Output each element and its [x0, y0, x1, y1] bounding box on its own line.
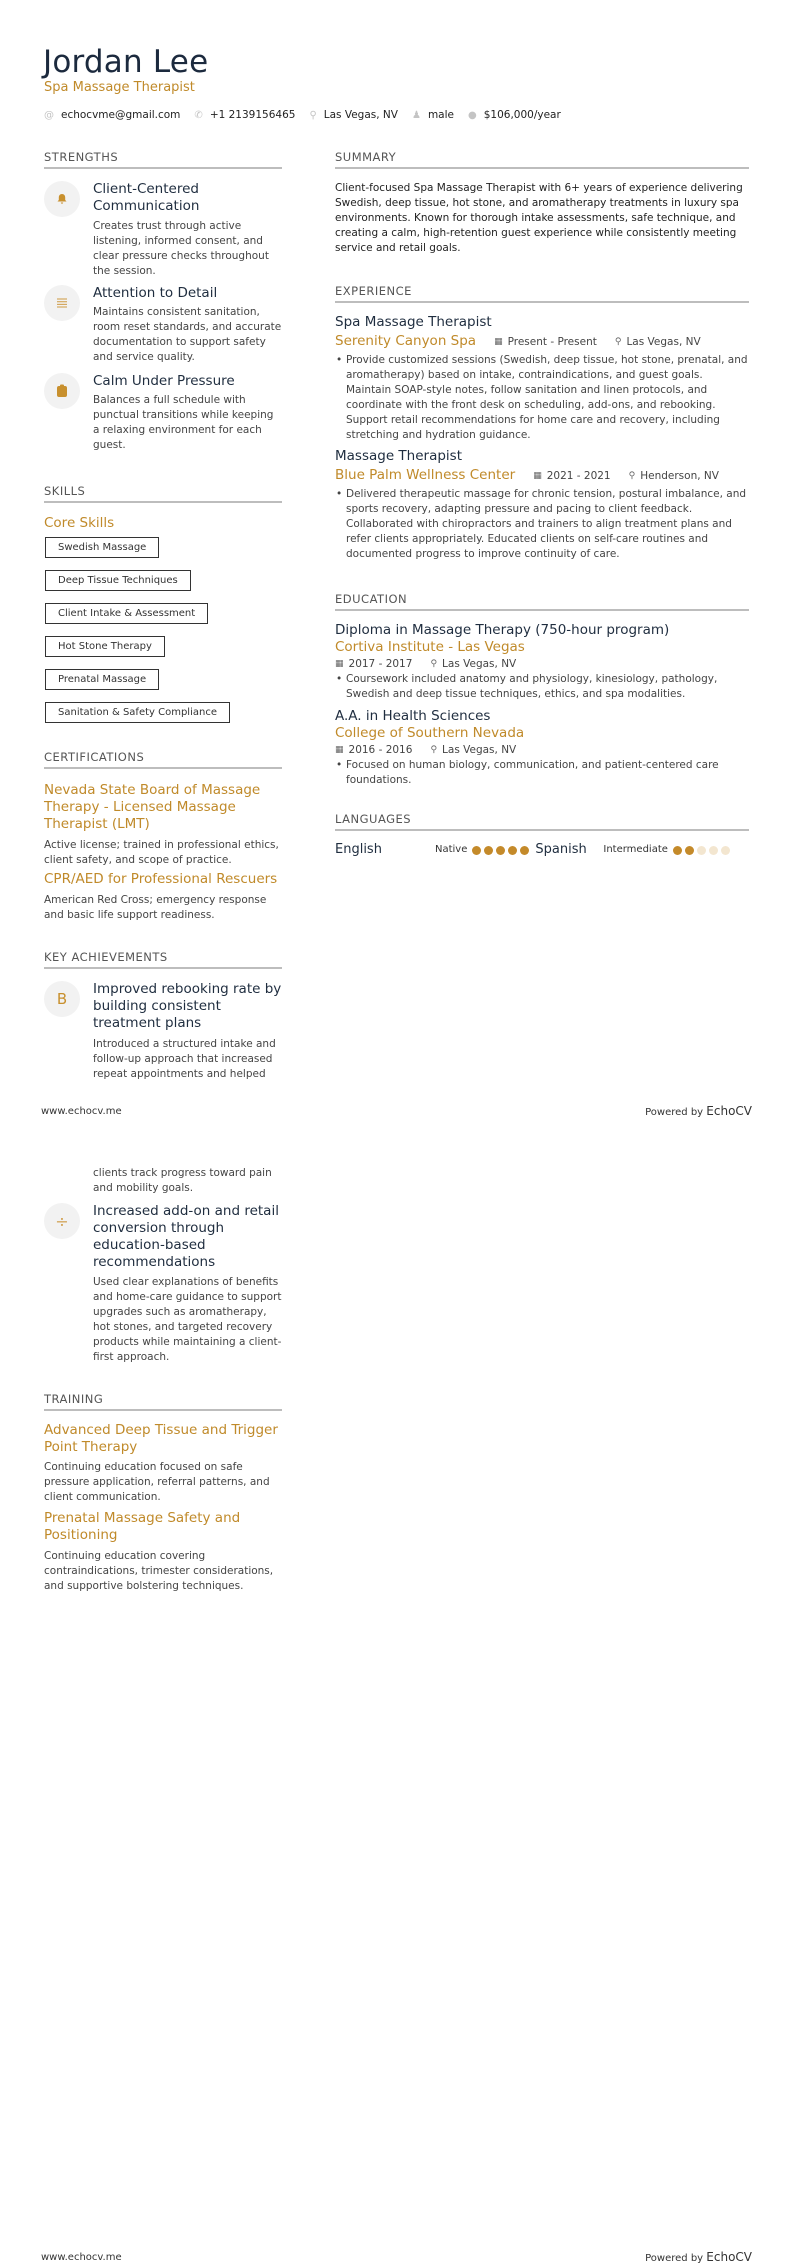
skill-group-title: Core Skills [44, 515, 115, 531]
language-name: English [335, 842, 382, 857]
skill-tag: Hot Stone Therapy [45, 636, 165, 657]
strengths-heading: STRENGTHS [44, 150, 282, 169]
contact-email[interactable]: @ echocvme@gmail.com [44, 109, 181, 121]
certifications-heading: CERTIFICATIONS [44, 750, 282, 769]
footer-site-link-2[interactable]: www.echocv.me [41, 2252, 122, 2263]
education-item: A.A. in Health Sciences College of Southern Nevada ▦ 2016 - 2016 ⚲ Las Vegas, NV • Focused on human biology, communication, and patient-centered care foundations. [335, 708, 749, 788]
certification-title: Nevada State Board of Massage Therapy - Licensed Massage Therapist (LMT) [44, 782, 261, 832]
brand-logo: EchoCV [706, 1104, 752, 1118]
certification-desc: American Red Cross; emergency response and basic life support readiness. [44, 894, 267, 921]
calendar-icon: ▦ [494, 336, 503, 347]
location-pin-icon: ⚲ [309, 109, 317, 121]
achievements-heading: KEY ACHIEVEMENTS [44, 950, 282, 969]
contact-phone[interactable]: ✆ +1 2139156465 [194, 109, 296, 121]
calendar-icon: ▦ [533, 470, 542, 481]
language-level: Native [435, 844, 468, 855]
contact-bar [44, 109, 575, 121]
footer-powered-by-2[interactable]: Powered by EchoCV [645, 2250, 752, 2264]
brand-logo: EchoCV [706, 2250, 752, 2264]
calendar-icon: ▦ [335, 745, 344, 755]
education-heading: EDUCATION [335, 592, 749, 611]
clipboard-icon [44, 373, 80, 409]
certification-title: CPR/AED for Professional Rescuers [44, 871, 278, 887]
calendar-icon: ▦ [335, 659, 344, 669]
location-pin-icon: ⚲ [430, 659, 438, 669]
phone-icon: ✆ [194, 109, 203, 121]
education-item: Diploma in Massage Therapy (750-hour program) Cortiva Institute - Las Vegas ▦ 2017 - 2017 ⚲ Las Vegas, NV • Coursework included anatomy and physiology, kinesiology, pathology, Swedish and deep tissue techniques, ethics, and spa modalities. [335, 622, 749, 702]
job-bullet: • Delivered therapeutic massage for chronic tension, postural imbalance, and sports recovery, adapting pressure and pacing to client feedback. Collaborated with chiropractors and trainers to align treatment plans and refer clients appropriately. Educated clients on self-care routines and documented progress to improve continuity of care. [335, 487, 749, 562]
candidate-name: Jordan Lee [43, 44, 209, 80]
education-bullet: • Focused on human biology, communication, and patient-centered care foundations. [335, 758, 749, 788]
training-title: Advanced Deep Tissue and Trigger Point Therapy [44, 1422, 278, 1455]
degree: Diploma in Massage Therapy (750-hour program) [335, 622, 670, 638]
location-pin-icon: ⚲ [430, 745, 438, 755]
languages-heading: LANGUAGES [335, 812, 749, 831]
education-bullet: • Coursework included anatomy and physiology, kinesiology, pathology, Swedish and deep tissue techniques, ethics, and spa modalities. [335, 672, 749, 702]
skill-tag: Deep Tissue Techniques [45, 570, 191, 591]
bell-icon [44, 181, 80, 217]
list-icon [44, 285, 80, 321]
contact-salary: ● $106,000/year [467, 109, 561, 121]
experience-item: Massage Therapist Blue Palm Wellness Center ▦ 2021 - 2021 ⚲ Henderson, NV • Delivered therapeutic massage for chronic tension, postural imbalance, and sports recovery, adapting pressure and pacing to client feedback. Collaborated with chiropractors and trainers to align treatment plans and refer clients appropriately. Educated clients on self-care routines and documented progress to improve continuity of care. [335, 448, 749, 562]
skill-tag: Swedish Massage [45, 537, 159, 558]
language-rating [670, 840, 730, 859]
language-name: Spanish [535, 842, 587, 857]
at-icon: @ [44, 109, 54, 121]
skill-tag: Sanitation & Safety Compliance [45, 702, 230, 723]
summary-heading: SUMMARY [335, 150, 749, 169]
company-name: Serenity Canyon Spa [335, 333, 477, 349]
location-pin-icon: ⚲ [628, 470, 636, 481]
language-rating [469, 840, 529, 859]
training-heading: TRAINING [44, 1392, 282, 1411]
experience-heading: EXPERIENCE [335, 284, 749, 303]
candidate-role: Spa Massage Therapist [44, 80, 195, 95]
person-icon: ♟ [411, 109, 421, 121]
school-name: Cortiva Institute - Las Vegas [335, 639, 525, 655]
certification-desc: Active license; trained in professional ethics, client safety, and scope of practice. [44, 839, 279, 866]
languages-row [335, 840, 749, 859]
job-title: Massage Therapist [335, 448, 463, 464]
divide-icon: ÷ [44, 1203, 80, 1239]
training-desc: Continuing education covering contraindications, trimester considerations, and supportive bolstering techniques. [44, 1550, 274, 1592]
training-title: Prenatal Massage Safety and Positioning [44, 1510, 241, 1543]
contact-location: ⚲ Las Vegas, NV [309, 109, 398, 121]
skills-heading: SKILLS [44, 484, 282, 503]
location-pin-icon: ⚲ [614, 336, 622, 347]
salary-icon: ● [467, 109, 477, 121]
footer-site-link[interactable]: www.echocv.me [41, 1106, 122, 1117]
skill-tag: Client Intake & Assessment [45, 603, 208, 624]
school-name: College of Southern Nevada [335, 725, 525, 741]
job-bullet: • Provide customized sessions (Swedish, deep tissue, hot stone, prenatal, and aromatherapy) based on intake, contraindications, and guest goals. Maintain SOAP-style notes, follow sanitation and linen protocols, and coordinate with the front desk on scheduling, add-ons, and rebooking. Support retail recommendations for home care and recovery, including stretching and hydration guidance. [335, 353, 749, 443]
summary-text: Client-focused Spa Massage Therapist with 6+ years of experience delivering Swedish, deep tissue, hot stone, and aromatherapy treatments in luxury spa environments. Known for thorough intake assessments, safe technique, and creating a calm, high-retention guest experience while consistently meeting service and retail goals. [335, 182, 743, 254]
contact-gender: ♟ male [411, 109, 454, 121]
degree: A.A. in Health Sciences [335, 708, 491, 724]
training-desc: Continuing education focused on safe pressure application, referral patterns, and client communication. [44, 1461, 270, 1503]
skill-tag: Prenatal Massage [45, 669, 159, 690]
footer-powered-by[interactable]: Powered by EchoCV [645, 1104, 752, 1118]
language-level: Intermediate [603, 844, 668, 855]
letter-b-icon: B [44, 981, 80, 1017]
job-title: Spa Massage Therapist [335, 314, 492, 330]
company-name: Blue Palm Wellness Center [335, 467, 516, 483]
experience-item: Spa Massage Therapist Serenity Canyon Spa ▦ Present - Present ⚲ Las Vegas, NV • Provide customized sessions (Swedish, deep tissue, hot stone, prenatal, and aromatherapy) based on intake, contraindications, and guest goals. Maintain SOAP-style notes, follow sanitation and linen protocols, and coordinate with the front desk on scheduling, add-ons, and rebooking. Support retail recommendations for home care and recovery, including stretching and hydration guidance. [335, 314, 749, 443]
